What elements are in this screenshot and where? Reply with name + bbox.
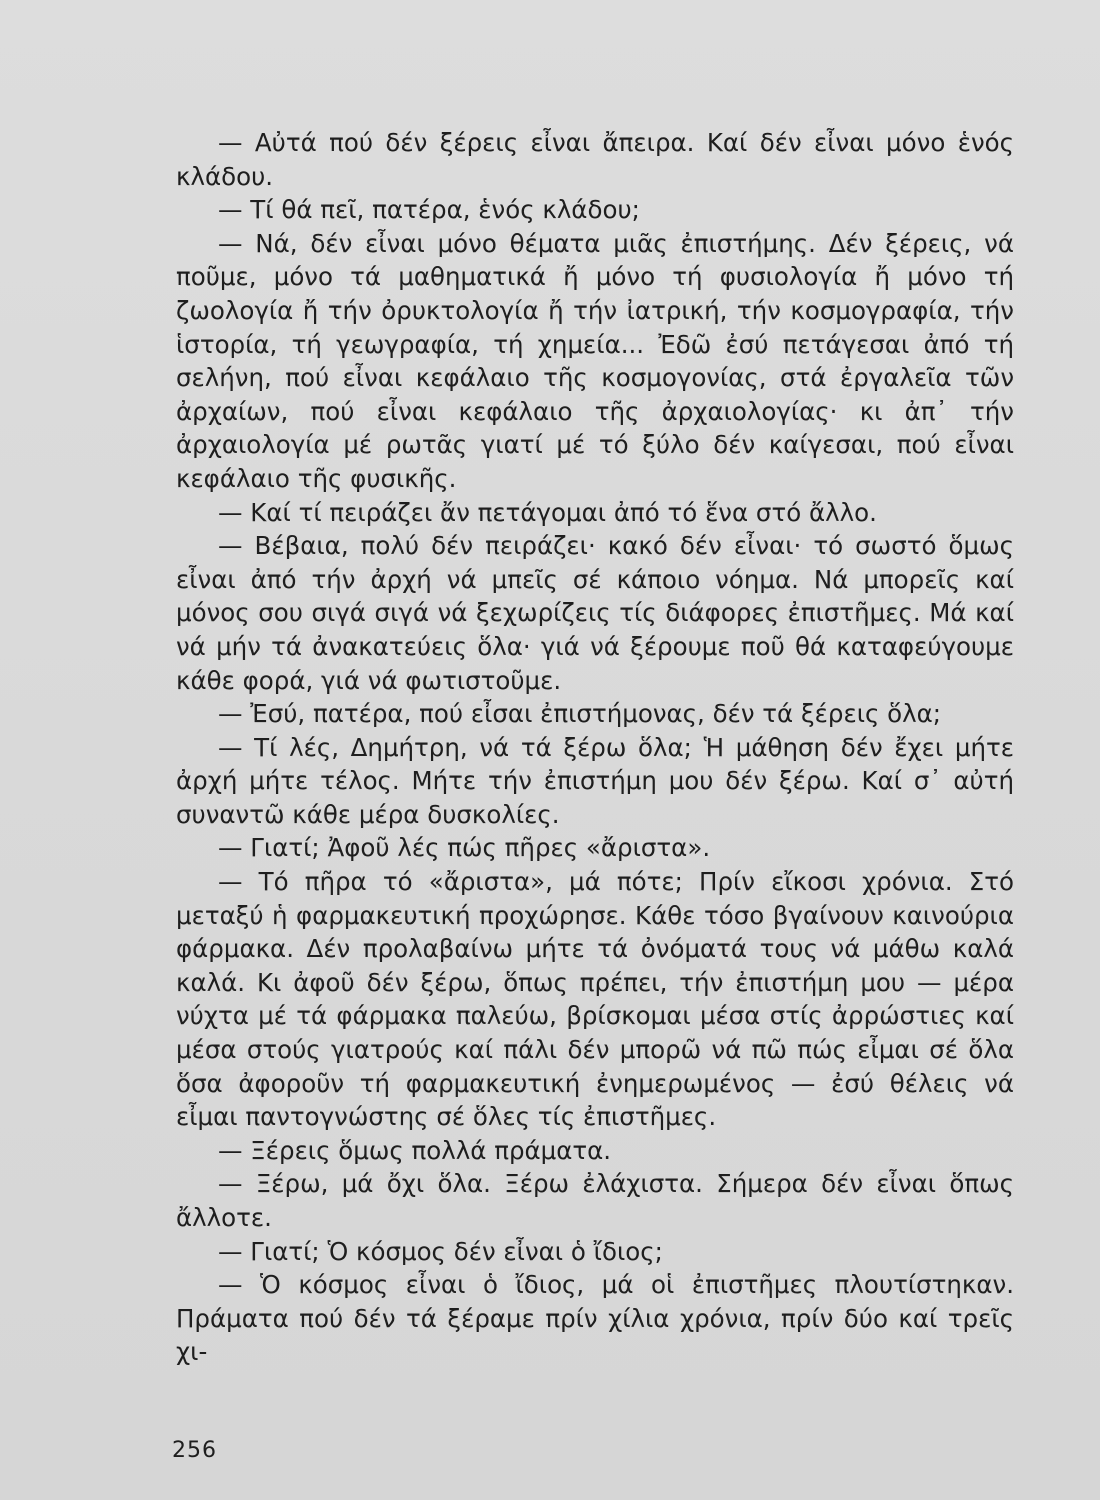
- paragraph-2: — Τί θά πεῖ, πατέρα, ἑνός κλάδου;: [218, 195, 640, 225]
- paragraph-6: — Ἐσύ, πατέρα, πού εἶσαι ἐπιστήμονας, δέν τά ξέρεις ὅλα;: [218, 699, 942, 729]
- paragraph-11: — Ξέρω, μά ὄχι ὅλα. Ξέρω ἐλάχιστα. Σήμερα δέν εἶναι ὅπως ἄλλοτε.: [176, 1169, 1014, 1232]
- paragraph-13: — Ὁ κόσμος εἶναι ὁ ἴδιος, μά οἱ ἐπιστῆμες πλουτίστηκαν. Πράματα πού δέν τά ξέραμε πρίν χίλια χρόνια, πρίν δύο καί τρεῖς χι-: [176, 1270, 1014, 1367]
- paragraph-5: — Βέβαια, πολύ δέν πειράζει· κακό δέν εἶναι· τό σωστό ὅμως εἶναι ἀπό τήν ἀρχή νά μπεῖς σέ κάποιο νόημα. Νά μπορεῖς καί μόνος σου σιγά σιγά νά ξεχωρίζεις τίς διάφορες ἐπιστῆμες. Μά καί νά μήν τά ἀνακατεύεις ὅλα· γιά νά ξέρουμε ποῦ θά καταφεύγουμε κάθε φορά, γιά νά φωτιστοῦμε.: [176, 531, 1014, 695]
- body-text: [176, 126, 1014, 1369]
- page-number: 256: [172, 1438, 217, 1463]
- paragraph-3: — Νά, δέν εἶναι μόνο θέματα μιᾶς ἐπιστήμης. Δέν ξέρεις, νά ποῦμε, μόνο τά μαθηματικά ἤ μόνο τή φυσιολογία ἤ μόνο τή ζωολογία ἤ τήν ὀρυκτολογία ἤ τήν ἰατρική, τήν κοσμογραφία, τήν ἱστορία, τή γεωγραφία, τή χημεία... Ἐδῶ ἐσύ πετάγεσαι ἀπό τή σελήνη, πού εἶναι κεφάλαιο τῆς κοσμογονίας, στά ἐργαλεῖα τῶν ἀρχαίων, πού εἶναι κεφάλαιο τῆς ἀρχαιολογίας· κι ἀπ᾽ τήν ἀρχαιολογία μέ ρωτᾶς γιατί μέ τό ξύλο δέν καίγεσαι, πού εἶναι κεφάλαιο τῆς φυσικῆς.: [176, 228, 1014, 493]
- paragraph-1: — Αὐτά πού δέν ξέρεις εἶναι ἄπειρα. Καί δέν εἶναι μόνο ἑνός κλάδου.: [176, 128, 1014, 191]
- paragraph-9: — Τό πῆρα τό «ἄριστα», μά πότε; Πρίν εἴκοσι χρόνια. Στό μεταξύ ἡ φαρμακευτική προχώρησε. Κάθε τόσο βγαίνουν καινούρια φάρμακα. Δέν προλαβαίνω μήτε τά ὀνόματά τους νά μάθω καλά καλά. Κι ἀφοῦ δέν ξέρω, ὅπως πρέπει, τήν ἐπιστήμη μου — μέρα νύχτα μέ τά φάρμακα παλεύω, βρίσκομαι μέσα στίς ἀρρώστιες καί μέσα στούς γιατρούς καί πάλι δέν μπορῶ νά πῶ πώς εἶμαι σέ ὅλα ὅσα ἀφοροῦν τή φαρμακευτική ἐνημερωμένος — ἐσύ θέλεις νά εἶμαι παντογνώστης σέ ὅλες τίς ἐπιστῆμες.: [176, 867, 1014, 1132]
- paragraph-12: — Γιατί; Ὁ κόσμος δέν εἶναι ὁ ἴδιος;: [218, 1236, 663, 1266]
- paragraph-10: — Ξέρεις ὅμως πολλά πράματα.: [218, 1135, 612, 1165]
- paragraph-4: — Καί τί πειράζει ἄν πετάγομαι ἀπό τό ἕνα στό ἄλλο.: [218, 497, 877, 527]
- paragraph-8: — Γιατί; Ἀφοῦ λές πώς πῆρες «ἄριστα».: [218, 833, 711, 863]
- paragraph-7: — Τί λές, Δημήτρη, νά τά ξέρω ὅλα; Ἡ μάθηση δέν ἔχει μήτε ἀρχή μήτε τέλος. Μήτε τήν ἐπιστήμη μου δέν ξέρω. Καί σ᾽ αὐτή συναντῶ κάθε μέρα δυσκολίες.: [176, 732, 1014, 829]
